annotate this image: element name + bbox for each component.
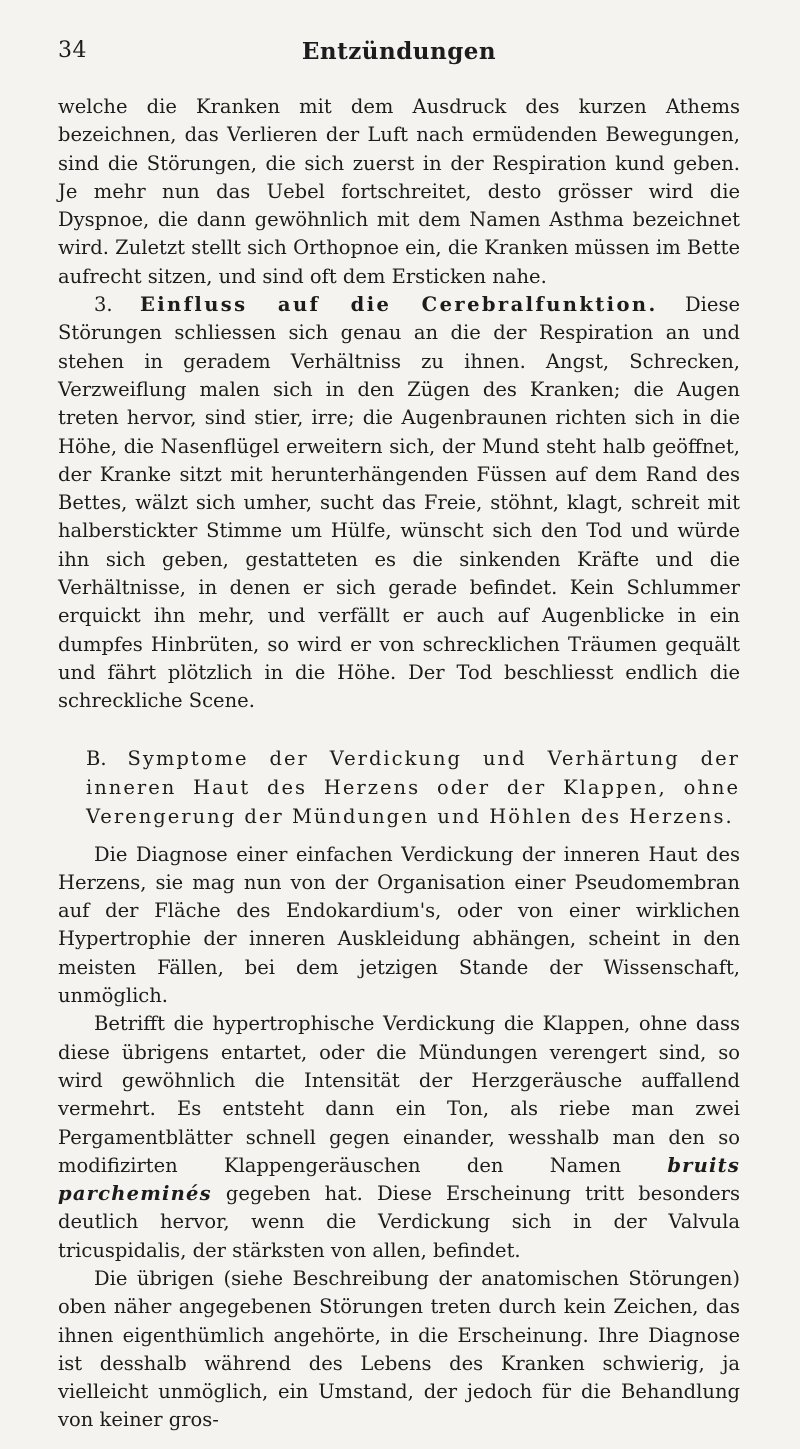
paragraph-4-after: gegeben hat. Diese Erscheinung tritt besonders deutlich hervor, wenn die Verdickung sich in der Valvula tricuspidalis, der stärksten von allen, befindet.	[58, 1182, 740, 1262]
section-gap-small	[58, 831, 740, 841]
paragraph-2-text: Diese Störungen schliessen sich genau an die der Respiration an und stehen in geradem Verhältniss zu ihnen. Angst, Schrecken, Verzweiflung malen sich in den Zügen des Kranken; die Augen treten hervor, sind stier, irre; die Augenbraunen richten sich in die Höhe, die Nasenflügel erweitern sich, der Mund steht halb geöffnet, der Kranke sitzt mit herunterhängenden Füssen auf dem Rand des Bettes, wälzt sich umher, sucht das Freie, stöhnt, klagt, schreit mit halberstickter Stimme um Hülfe, wünscht sich den Tod und würde ihn sich geben, gestatteten es die sinkenden Kräfte und die Verhältnisse, in denen er sich gerade befindet. Kein Schlummer erquickt ihn mehr, und verfällt er auch auf Augenblicke in ein dumpfes Hinbrüten, so wird er von schrecklichen Träumen gequält und fährt plötzlich in die Höhe. Der Tod beschliesst endlich die schreckliche Scene.	[58, 293, 741, 713]
section-letter: B.	[86, 746, 107, 770]
paragraph-2-heading: Einfluss auf die Cerebralfunktion.	[139, 293, 658, 317]
section-title-text: Symptome der Verdickung und Verhärtung der inneren Haut des Herzens oder der Klappen, ohne Verengerung der Mündungen und Höhlen des Herzens.	[86, 746, 741, 828]
section-gap	[58, 716, 740, 744]
running-head: Entzündungen	[301, 38, 497, 65]
paragraph-3: Die Diagnose einer einfachen Verdickung der inneren Haut des Herzens, sie mag nun von der Organisation einer Pseudomembran auf der Fläche des Endokardium's, oder von einer wirklichen Hypertrophie der inneren Auskleidung abhängen, scheint in den meisten Fällen, bei dem jetzigen Stande der Wissenschaft, unmöglich.	[58, 842, 740, 1008]
section-heading	[58, 744, 740, 831]
paragraph-2-number: 3.	[94, 293, 113, 317]
page-body	[58, 93, 740, 1435]
paragraph-4-term: bruits parcheminés	[58, 1153, 740, 1206]
paragraph-1: welche die Kranken mit dem Ausdruck des kurzen Athems bezeichnen, das Verlieren der Luft nach ermüdenden Bewegungen, sind die Störungen, die sich zuerst in der Respiration kund geben. Je mehr nun das Uebel fortschreitet, desto grösser wird die Dyspnoe, die dann gewöhnlich mit dem Namen Asthma bezeichnet wird. Zuletzt stellt sich Orthopnoe ein, die Kranken müssen im Bette aufrecht sitzen, und sind oft dem Ersticken nahe.	[58, 95, 740, 288]
page-number: 34	[58, 38, 87, 63]
paragraph-4	[58, 1010, 740, 1265]
paragraph-2	[58, 291, 740, 715]
page-header	[58, 38, 740, 70]
paragraph-4-before: Betrifft die hypertrophische Verdickung die Klappen, ohne dass diese übrigens entartet, oder die Mündungen verengert sind, so wird gewöhnlich die Intensität der Herzgeräusche auffallend vermehrt. Es entsteht dann ein Ton, als riebe man zwei Pergamentblätter schnell gegen einander, wesshalb man den so modifizirten Klappengeräuschen den Namen	[58, 1012, 740, 1177]
paragraph-5: Die übrigen (siehe Beschreibung der anatomischen Störungen) oben näher angegebenen Störungen treten durch kein Zeichen, das ihnen eigenthümlich angehörte, in die Erscheinung. Ihre Diagnose ist desshalb während des Lebens des Kranken schwierig, ja vielleicht unmöglich, ein Umstand, der jedoch für die Behandlung von keiner gros-	[58, 1266, 740, 1432]
